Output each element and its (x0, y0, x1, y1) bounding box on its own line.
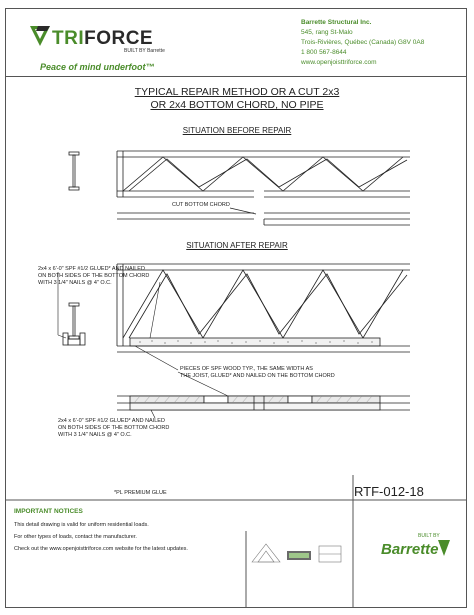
address-line-2: Trois-Rivières, Québec (Canada) G8V 0A8 (301, 39, 425, 46)
phone: 1 800 567-8644 (301, 49, 347, 56)
drawing-code: RTF-012-18 (354, 484, 424, 499)
header-divider (5, 76, 467, 77)
truss-after (117, 264, 410, 352)
cut-chord-label: CUT BOTTOM CHORD (172, 202, 230, 208)
before-repair-heading: SITUATION BEFORE REPAIR (182, 126, 292, 135)
barrette-logo: Barrette (381, 541, 439, 558)
triforce-logo-icon (30, 26, 50, 46)
address-line-1: 545, rang St-Malo (301, 29, 353, 36)
note-spf-pieces: PIECES OF SPF WOOD TYP., THE SAME WIDTH AS THE JOIST, GLUED* AND NAILED ON THE BOTTOM CHORD (180, 366, 335, 379)
built-by-label: BUILT BY Barrette (124, 48, 165, 54)
joist-section-after (63, 303, 85, 345)
certification-logo-icon (252, 544, 280, 562)
contact-block (301, 18, 424, 68)
joist-section-before (69, 152, 79, 190)
drawing-title-line-2: OR 2x4 BOTTOM CHORD, NO PIPE (150, 99, 324, 111)
cut-bottom-chord (117, 208, 410, 225)
after-repair-heading: SITUATION AFTER REPAIR (186, 241, 288, 250)
notice-2: For other types of loads, contact the manufacturer. (14, 534, 137, 540)
drawing-title-line-1: TYPICAL REPAIR METHOD OR A CUT 2x3 (134, 86, 340, 98)
partner-logo-icon (319, 546, 341, 562)
notice-3: Check out the www.openjoisttriforce.com website for the latest updates. (14, 546, 188, 552)
barrette-built-by: BUILT BY (418, 533, 440, 539)
notice-1: This detail drawing is valid for uniform residential loads. (14, 522, 149, 528)
tagline: Peace of mind underfoot™ (40, 62, 155, 72)
truss-before (117, 151, 410, 197)
website[interactable]: www.openjoisttriforce.com (301, 59, 377, 66)
barrette-mark-icon (438, 540, 450, 556)
program-logo-icon (287, 551, 311, 560)
notices-title: IMPORTANT NOTICES (14, 508, 83, 515)
note-top-plate: 2x4 x 6'-0" SPF #1/2 GLUED* AND NAILED ON BOTH SIDES OF THE BOTTOM CHORD WITH 3 1/4" NAILS @ 4" O.C. (38, 266, 150, 286)
glue-note: *PL PREMIUM GLUE (114, 490, 167, 496)
brand-name: TRIFORCE (52, 28, 154, 49)
note-bottom-plate: 2x4 x 6'-0" SPF #1/2 GLUED* AND NAILED ON BOTH SIDES OF THE BOTTOM CHORD WITH 3 1/4" NAILS @ 4" O.C. (58, 418, 170, 438)
company-name: Barrette Structural Inc. (301, 19, 372, 26)
